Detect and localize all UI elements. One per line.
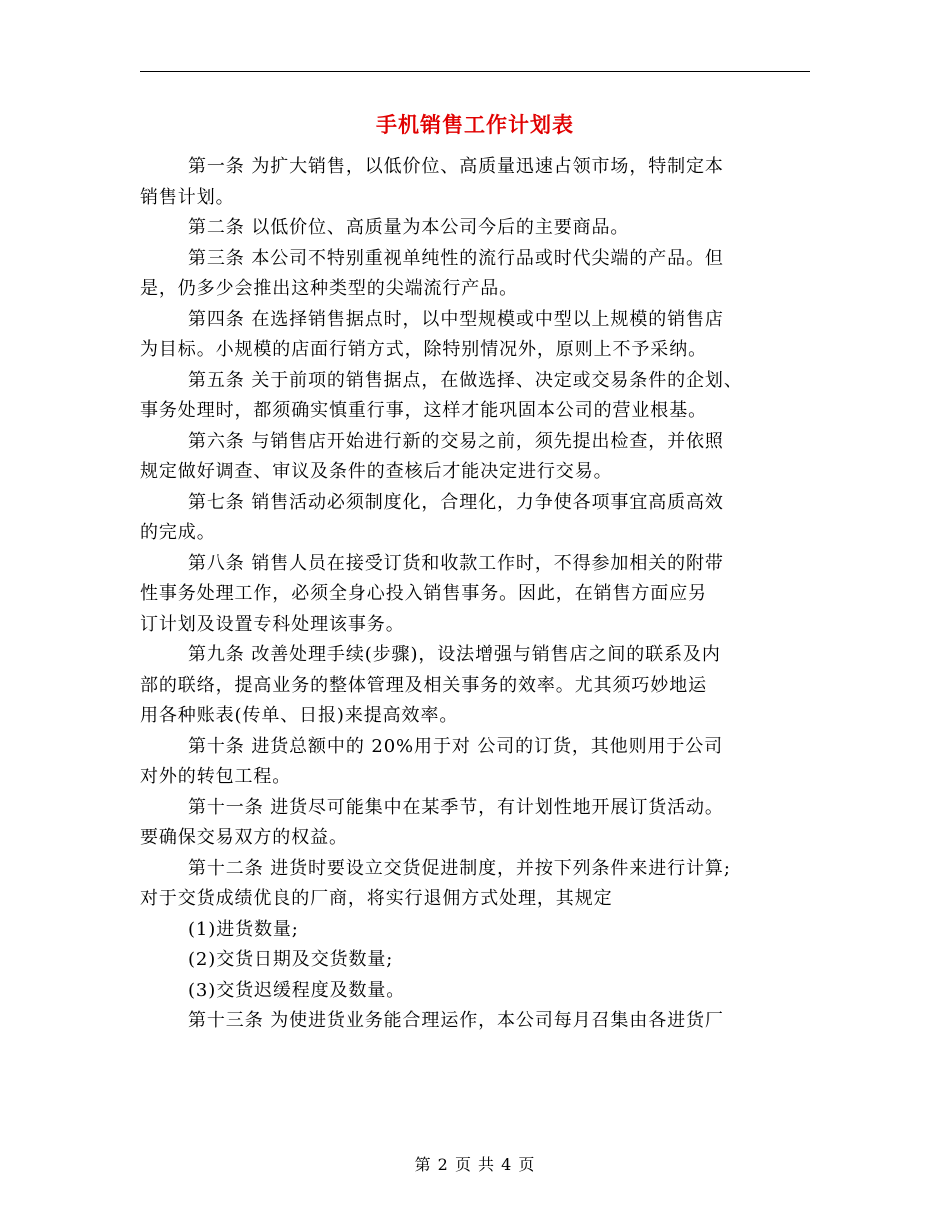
paragraph-line: (2)交货日期及交货数量;: [188, 949, 394, 970]
paragraph-line: 第三条 本公司不特别重视单纯性的流行品或时代尖端的产品。但: [188, 247, 724, 269]
paragraph-line: 第二条 以低价位、高质量为本公司今后的主要商品。: [188, 217, 630, 238]
paragraph-line: 是，仍多少会推出这种类型的尖端流行产品。: [140, 278, 518, 299]
paragraph-line: 用各种账表(传单、日报)来提高效率。: [140, 705, 459, 726]
paragraph-line: 事务处理时，都须确实慎重行事，这样才能巩固本公司的营业根基。: [140, 400, 707, 421]
paragraph: [140, 732, 810, 793]
paragraph-line: 的完成。: [140, 522, 216, 543]
paragraph-line: 第一条 为扩大销售，以低价位、高质量迅速占领市场，特制定本: [188, 156, 724, 177]
list-item: [140, 976, 810, 1007]
paragraph: [140, 488, 810, 549]
paragraph-line: 要确保交易双方的权益。: [140, 827, 348, 848]
page-number: 第 2 页 共 4 页: [414, 1155, 536, 1174]
paragraph: [140, 1006, 810, 1037]
document-body: [140, 152, 810, 1037]
paragraph-line: 对外的转包工程。: [140, 766, 292, 787]
paragraph: [140, 305, 810, 366]
paragraph-line: 第七条 销售活动必须制度化，合理化，力争使各项事宜高质高效: [188, 491, 724, 513]
paragraph: [140, 152, 810, 213]
paragraph: [140, 854, 810, 915]
paragraph-line: 性事务处理工作，必须全身心投入销售事务。因此，在销售方面应另: [140, 583, 707, 604]
paragraph-line: 订计划及设置专科处理该事务。: [140, 613, 405, 635]
paragraph-line: 对于交货成绩优良的厂商，将实行退佣方式处理，其规定: [140, 888, 613, 909]
paragraph-line: 第十二条 进货时要设立交货促进制度，并按下列条件来进行计算;: [188, 857, 731, 879]
list-item: [140, 945, 810, 976]
paragraph-line: 部的联络，提高业务的整体管理及相关事务的效率。尤其须巧妙地运: [140, 674, 707, 696]
paragraph: [140, 244, 810, 305]
document-title: 手机销售工作计划表: [376, 112, 574, 137]
paragraph-line: 第九条 改善处理手续(步骤)，设法增强与销售店之间的联系及内: [188, 644, 721, 665]
paragraph-line: 为目标。小规模的店面行销方式，除特别情况外，原则上不予采纳。: [140, 339, 707, 360]
paragraph: [140, 793, 810, 854]
paragraph: [140, 549, 810, 641]
paragraph-line: (3)交货迟缓程度及数量。: [188, 979, 406, 1001]
paragraph-line: 第六条 与销售店开始进行新的交易之前，须先提出检查，并依照: [188, 430, 724, 452]
paragraph-line: 销售计划。: [140, 186, 235, 208]
paragraph: [140, 366, 810, 427]
list-item: [140, 915, 810, 946]
paragraph: [140, 640, 810, 732]
paragraph-line: 第十三条 为使进货业务能合理运作，本公司每月召集由各进货厂: [188, 1010, 724, 1031]
paragraph: [140, 213, 810, 244]
paragraph-line: 第十一条 进货尽可能集中在某季节，有计划性地开展订货活动。: [188, 796, 724, 818]
paragraph-line: 规定做好调查、审议及条件的查核后才能决定进行交易。: [140, 461, 613, 482]
paragraph-line: (1)进货数量;: [188, 918, 299, 940]
paragraph-line: 第五条 关于前项的销售据点，在做选择、决定或交易条件的企划、: [188, 369, 743, 391]
paragraph-line: 第八条 销售人员在接受订货和收款工作时，不得参加相关的附带: [188, 552, 724, 574]
paragraph-line: 第十条 进货总额中的 20%用于对 公司的订货，其他则用于公司: [188, 735, 724, 757]
paragraph: [140, 427, 810, 488]
paragraph-line: 第四条 在选择销售据点时，以中型规模或中型以上规模的销售店: [188, 308, 724, 330]
header-rule: [140, 71, 810, 72]
